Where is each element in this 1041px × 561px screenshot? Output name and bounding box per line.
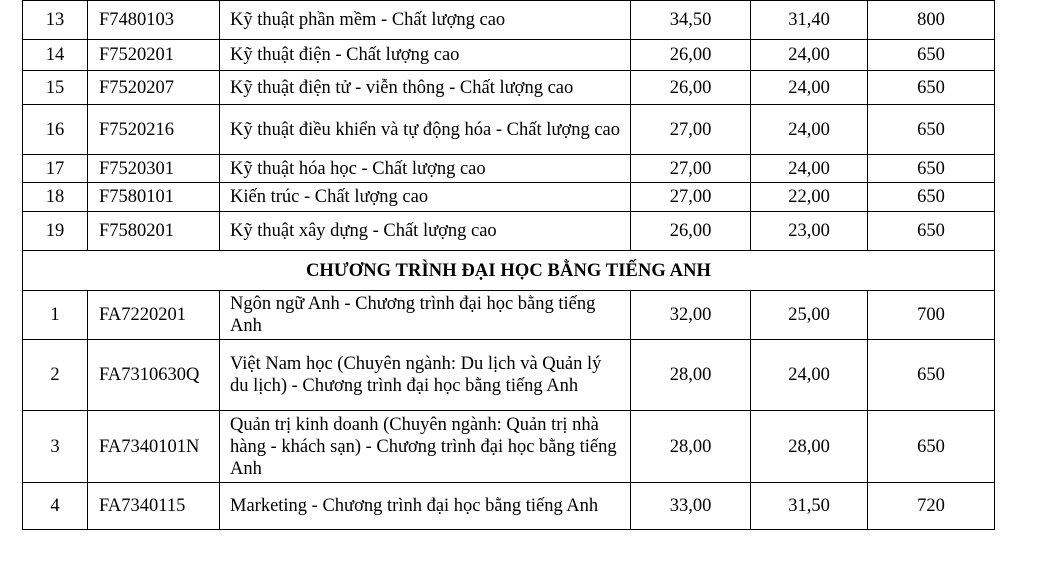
score-1: 27,00 bbox=[631, 183, 751, 212]
quota: 650 bbox=[868, 71, 995, 105]
score-2: 25,00 bbox=[751, 291, 868, 340]
score-2: 24,00 bbox=[751, 340, 868, 411]
table-row bbox=[23, 40, 995, 71]
row-number: 14 bbox=[23, 40, 88, 71]
program-name: Marketing - Chương trình đại học bằng tiếng Anh bbox=[220, 483, 631, 530]
score-2: 31,50 bbox=[751, 483, 868, 530]
section-header-row bbox=[23, 251, 995, 291]
score-1: 26,00 bbox=[631, 212, 751, 251]
program-name: Kỹ thuật xây dựng - Chất lượng cao bbox=[220, 212, 631, 251]
table-row bbox=[23, 483, 995, 530]
program-code: FA7310630Q bbox=[88, 340, 220, 411]
program-name: Kiến trúc - Chất lượng cao bbox=[220, 183, 631, 212]
quota: 650 bbox=[868, 105, 995, 155]
table-row bbox=[23, 1, 995, 40]
program-code: F7520301 bbox=[88, 155, 220, 183]
section-title: CHƯƠNG TRÌNH ĐẠI HỌC BẰNG TIẾNG ANH bbox=[23, 251, 995, 291]
program-code: F7580101 bbox=[88, 183, 220, 212]
table-row bbox=[23, 71, 995, 105]
program-name: Ngôn ngữ Anh - Chương trình đại học bằng tiếng Anh bbox=[220, 291, 631, 340]
row-number: 13 bbox=[23, 1, 88, 40]
table-row bbox=[23, 155, 995, 183]
score-2: 24,00 bbox=[751, 40, 868, 71]
row-number: 3 bbox=[23, 411, 88, 483]
score-2: 28,00 bbox=[751, 411, 868, 483]
quota: 800 bbox=[868, 1, 995, 40]
row-number: 1 bbox=[23, 291, 88, 340]
program-name: Kỹ thuật phần mềm - Chất lượng cao bbox=[220, 1, 631, 40]
score-2: 22,00 bbox=[751, 183, 868, 212]
score-1: 32,00 bbox=[631, 291, 751, 340]
score-1: 28,00 bbox=[631, 340, 751, 411]
program-name: Kỹ thuật hóa học - Chất lượng cao bbox=[220, 155, 631, 183]
score-1: 34,50 bbox=[631, 1, 751, 40]
program-name: Kỹ thuật điện tử - viễn thông - Chất lượng cao bbox=[220, 71, 631, 105]
quota: 650 bbox=[868, 183, 995, 212]
score-1: 26,00 bbox=[631, 40, 751, 71]
program-code: FA7340101N bbox=[88, 411, 220, 483]
row-number: 15 bbox=[23, 71, 88, 105]
score-2: 24,00 bbox=[751, 155, 868, 183]
program-name: Kỹ thuật điều khiển và tự động hóa - Chất lượng cao bbox=[220, 105, 631, 155]
score-1: 27,00 bbox=[631, 155, 751, 183]
program-code: FA7220201 bbox=[88, 291, 220, 340]
table-row bbox=[23, 183, 995, 212]
program-name: Kỹ thuật điện - Chất lượng cao bbox=[220, 40, 631, 71]
program-code: F7520201 bbox=[88, 40, 220, 71]
row-number: 17 bbox=[23, 155, 88, 183]
quota: 650 bbox=[868, 155, 995, 183]
program-code: FA7340115 bbox=[88, 483, 220, 530]
row-number: 2 bbox=[23, 340, 88, 411]
score-1: 27,00 bbox=[631, 105, 751, 155]
program-name: Việt Nam học (Chuyên ngành: Du lịch và Quản lý du lịch) - Chương trình đại học bằng tiếng Anh bbox=[220, 340, 631, 411]
table-row bbox=[23, 411, 995, 483]
score-2: 23,00 bbox=[751, 212, 868, 251]
table-row bbox=[23, 105, 995, 155]
row-number: 19 bbox=[23, 212, 88, 251]
score-2: 24,00 bbox=[751, 105, 868, 155]
table-row bbox=[23, 212, 995, 251]
row-number: 4 bbox=[23, 483, 88, 530]
quota: 650 bbox=[868, 411, 995, 483]
quota: 700 bbox=[868, 291, 995, 340]
score-1: 26,00 bbox=[631, 71, 751, 105]
row-number: 18 bbox=[23, 183, 88, 212]
program-code: F7520216 bbox=[88, 105, 220, 155]
quota: 650 bbox=[868, 212, 995, 251]
table-row bbox=[23, 291, 995, 340]
quota: 720 bbox=[868, 483, 995, 530]
row-number: 16 bbox=[23, 105, 88, 155]
admission-score-table bbox=[22, 0, 995, 530]
score-2: 24,00 bbox=[751, 71, 868, 105]
score-1: 28,00 bbox=[631, 411, 751, 483]
program-code: F7520207 bbox=[88, 71, 220, 105]
quota: 650 bbox=[868, 340, 995, 411]
program-code: F7480103 bbox=[88, 1, 220, 40]
score-2: 31,40 bbox=[751, 1, 868, 40]
score-1: 33,00 bbox=[631, 483, 751, 530]
program-code: F7580201 bbox=[88, 212, 220, 251]
quota: 650 bbox=[868, 40, 995, 71]
table-row bbox=[23, 340, 995, 411]
program-name: Quản trị kinh doanh (Chuyên ngành: Quản trị nhà hàng - khách sạn) - Chương trình đại học bằng tiếng Anh bbox=[220, 411, 631, 483]
